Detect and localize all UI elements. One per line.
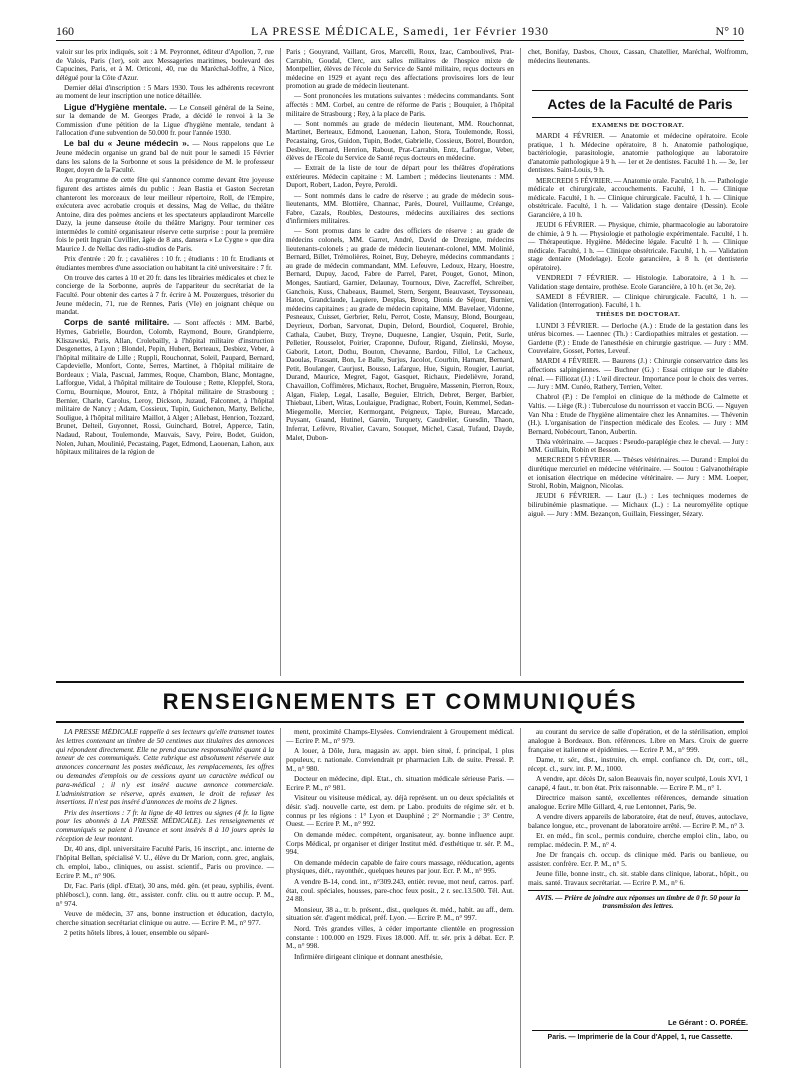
classified-ad: Et. en méd., fin scol., permis conduire, cherche emploi clin., labo, ou remplac. médecin. P. M., n° 4.: [528, 831, 748, 850]
ads-list: [528, 728, 748, 888]
exam-entry: SAMEDI 8 FÉVRIER. — Clinique chirurgicale. Faculté, 1 h. — Validation (Interrogation). Faculté, 1 h.: [528, 292, 748, 310]
exam-heading: EXAMENS DE DOCTORAT.: [591, 122, 685, 129]
paragraph-text: — Sont affectés : MM. Barbé, Hymes, Gabrielle, Bourdon, Colomb, Raymond, Boure, Grandpierre, Kliszawski, Paris, Allan, Crolebailly, à l'hôpital militaire d'instruction Desgenettes, à Lyon ; Blondel, Pepin, Hubert, Berteaux, Desbiez, Veber, à l'hôpital militaire de Lille ; Ruppli, Rouchonnat, Soleil, Paupard, Bernard, Capdevielle, Monfort, Conte, Serres, Martinet, à l'hôpital militaire de Bordeaux ; Viala, Pascual, Jammes, Roque, Chambon, Blanc, Montagne, Lafforgue, Vidal, à l'hôpital militaire de Toulouse ; Rette, Kleppfel, Stora, Cornu, Bournique, Mourot, Entz, à l'hôpital militaire de Strasbourg ; Bernier, Charle, Carolus, Leroy, Dickson, Juzaud, Falconnet, à l'hôpital militaire de Nancy ; Adam, Cossieux, Tupin, Guichenon, Marty, Beliche, Souligue, à l'hôpital militaire Maillot, à Alger ; Allebast, Henrion, Tozzard, Brunet, Delteil, Guyonnet, Rossi, Guinchard, Botrel, Apperce, Tatin, Nadaud, Rabout, Toulemonde, Mauvais, Savy, Peire, Bodet, Guidon, Nolen, Juhan, Moulinié, Pecastaing, Paget, Edmond, Laouenan, Lahon, aux hôpitaux militaires de la région de: [56, 319, 274, 457]
thesis-entry: MERCREDI 5 FÉVRIER. — Thèses vétérinaires. — Durand : Emploi du diurétique mercuriel en médecine vétérinaire. — Soutou : Galvanothérapie et ionisation électrique en médecine vétérinaire. — Jury : MM. Loeper, Strohl, Robin, Maignon, Nicolas.: [528, 456, 748, 491]
paragraph: Prix d'entrée : 20 fr. ; cavalières : 10 fr. ; étudiants : 10 fr. Etudiants et étudiantes membres d'une association ou habitant la cité universitaire : 7 fr.: [56, 255, 274, 272]
paragraph: On trouve des cartes à 10 et 20 fr. dans les librairies médicales et chez le concierge de la Sorbonne, auprès de l'appariteur du secrétariat de la Faculté. Pour obtenir des cartes à 7 fr. écrire à M. Pouzergues, trésorier du Jeune médecin, 71, rue de Rennes, Paris (VIe) en joignant chèque ou mandat.: [56, 273, 274, 317]
section-paragraph: [56, 103, 274, 138]
faculty-section-title-box: [532, 90, 748, 118]
exam-entry: MERCREDI 5 FÉVRIER. — Anatomie orale. Faculté, 1 h. — Pathologie médicale et chirurgicale, accouchements. Faculté, 1 h. — Clinique médicale. Faculté, 1 h. — Clinique chirurgicale. Faculté, 1 h. — Clinique obstétricale. Faculté, 1 h. — Validation stage dentaire (Dessin). Ecole Garancière, à 10 h.: [528, 176, 748, 219]
paragraph: — Extrait de la liste de tour de départ pour les théâtres d'opérations extérieures. Médecin capitaine : M. Lambert ; médecins lieutenants : MM. Duport, Robert, Ladon, Peyre, Peroldi.: [286, 164, 514, 190]
paragraph: chet, Bonifay, Dasbos, Choux, Cassan, Chatellier, Maréchal, Wolfromm, médecins lieutenants.: [528, 48, 748, 65]
section-paragraph: [56, 139, 274, 174]
paragraph: — Sont prononcées les mutations suivantes : médecins commandants. Sont affectés : MM. Corbel, au centre de réforme de Paris ; Bouquier, à l'hôpital militaire de Strasbourg ; Rey, à la place de Paris.: [286, 92, 514, 118]
classified-ad: A vendre divers appareils de laboratoire, état de neuf, étuves, autoclave, balance longue, etc., provenant de laboratoire arrêté. — Ecrire P. M., n° 3.: [528, 812, 748, 830]
classified-ad: A vendre B-14, cond. int., n°309.243, entièr. revue, mot neuf, carros. parf. état, coul. spéciales, housses, pare-choc feux posit., 2 r. sec.13.500. Tél. Aut. 24 88.: [286, 876, 514, 904]
paragraph: — Sont promus dans le cadre des officiers de réserve : au grade de médecins colonels, MM. Garret, André, David de Drezigne, médecins lieutenants-colonels ; au grade de médecin lieutenant-colonel, MM. Molinié, Bernard, Billet, Trémolières, Roinet, Buy, Deheyre, médecins commandants ; au grade de médecin commandant, MM. Lefeuvre, Ledoux, Hzary, Hoestre, Bernard, Dupuy, Jacod, Fabre de Parrel, Paret, Pouget, Gonot, Minon, Monges, Sautiard, Garnier, Delaunay, Tournoux, Dive, Zacreffel, Schreiber, Ganchois, Kuss, Chabeaux, Baumel, Stern, Sergent, Beauvaset, Teyssoneau, Haton, Grandclaude, Laquiere, Desplas, Brocq, Dionis de Séjour, Burnier, médecins capitaines ; au grade de médecin capitaine, MM. Bavelaer, Vidonne, Pesneaux, Cuisset, Gerbrier, Relu, Perrot, Coste, Mansuy, Blond, Bourgeau, Deyrieux, Dorban, Sarvonat, Dupin, Delord, Bourdiol, Coquerel, Brohie, Cathala, Caubet, Buzy, Treyne, Duquesne, Langier, Usquin, Petit, Surle, Pelletier, Rousselot, Poirier, Craponne, Dufour, Rigand, Zielinski, Moyse, Gaborit, Letort, Dothu, Bouton, Chevanne, Bardou, Fillol, Le Cacheux, Daoulas, Frassant, Bon, Le Balle, Surjus, Jacolot, Courbin, Hamant, Bernard, Petit, Boulanger, Caurjust, Bousso, Lafargue, Hue, Siguin, Rougier, Lauriat, Durand, Maurice, Megret, Fagot, Gasquet, Richaux, Piedelièvre, Jorand, Chavaillon, Coffimères, Michaux, Rochet, Bruguère, Massenin, Pierron, Roux, Algan, Fialep, Legal, Lasalle, Beguier, Eltrich, Debret, Berger, Barbier, Thiebaut, Libert, Witas, Loulaigue, Pradignac, Robert, Fouin, Kemmel, Sedan-Miegemolle, Mercier, Kermorgant, Peigneux, Tapie, Bureau, Marcade, Puysant, Guand, Hutinel, Garein, Turquety, Caudrelier, Guesdin, Thaon, Inferrat, Lefèvre, Rivalier, Cavaro, Souquet, Michel, Casal, Tufaud, Dayde, Malet, Dubon-: [286, 227, 514, 442]
classified-ad: Dr, 40 ans, dipl. universitaire Faculté Paris, 16 inscript., anc. interne de l'hôpital Bellan, spécialisé V. U., élève du Dr Marion, conn. grec, anglais, ch. emploi, labo., cliniques, ou assist. scientif., Paris ou province. — Ecrire P. M., n° 906.: [56, 844, 274, 880]
classified-ad: Nord. Très grandes villes, à céder importante clientèle en progression constante : 100.000 en 1929. Fixes 18.000. Aff. tr. sér. prix à débat. Ecr. P. M., n° 998.: [286, 923, 514, 951]
gerant-signature: Le Gérant : O. PORÉE.: [667, 1018, 748, 1027]
paragraph-text: — Nous rappelons que Le Jeune médecin organise un grand bal de nuit pour le samedi 15 Février dans les salons de la Sorbonne et sous la présidence de M. le professeur Roger, doyen de la Faculté.: [56, 140, 274, 175]
section-heading: Le bal du « Jeune médecin ».: [64, 138, 190, 149]
column-divider: [280, 48, 281, 676]
classified-ad: Directrice maison santé, excellentes références, demande situation analogue. Ecrire Mlle Gillard, 4, rue Lentonnet, Paris, 9e.: [528, 793, 748, 811]
thesis-entry: LUNDI 3 FÉVRIER. — Derloche (A.) : Etude de la gestation dans les utérus bicornes. — Laennec (Th.) : Cardiopathies mitrales et gestation. — Gardette (P.) : Etude de l'anesthésie en chirurgie gastrique. — Jury : MM. Couvelaire, Gosset, Portes, Leveuf.: [528, 321, 748, 356]
printer-line: Paris. — Imprimerie de la Cour d'Appel, 1, rue Cassette.: [532, 1030, 748, 1041]
classified-ad: On demande médec. compétent, organisateur, ay. bonne influence aupr. Corps Médical, pr organiser et diriger Institut méd. d'esthétique tr. sér. P. M., 994.: [286, 829, 514, 857]
thesis-entry: JEUDI 6 FÉVRIER. — Laur (L.) : Les techniques modernes de bilirubinémie plasmatique. — Michaux (L.) : La neuromyélite optique aiguë. — Jury : MM. Bezançon, Guillain, Fiessinger, Sézary.: [528, 492, 748, 518]
issue-number: N° 10: [715, 24, 744, 38]
classifieds-col-1: [56, 728, 274, 1068]
classified-ad: ment, proximité Champs-Elysées. Conviendraient à Groupement médical. — Ecrire P. M., n° 979.: [286, 728, 514, 745]
thesis-entry: MARDI 4 FÉVRIER. — Baurens (J.) : Chirurgie conservatrice dans les affections salpingiennes. — Buchner (G.) : Essai critique sur le diabète rénal. — Filliozat (J.) : L'œil directeur. Importance pour le choix des verres. — Jury : MM. Cunéo, Rathery, Terrien, Velter.: [528, 357, 748, 392]
exam-entry: JEUDI 6 FÉVRIER. — Physique, chimie, pharmacologie au laboratoire de chimie, à 9 h. — Physiologie et pathologie expérimentale. Faculté, 1 h. — Thérapeutique. Hygiène. Médecine légale. Faculté 1 h. — Clinique médicale. Faculté, 1 h. — Clinique obstétricale. Faculté, 1 h. — Validation stage dentaire (Modelage). Ecole garancière, à 8 h. (et dentisterie opératoire).: [528, 221, 748, 272]
page-header: [56, 22, 744, 41]
classifieds-col-3: [528, 728, 748, 1010]
classified-ad: Dr, Fac. Paris (dipl. d'Etat), 30 ans, méd. gén. (et peau, syphilis, évent. phléboscl.), conn. lang. étr., assister. confr. cliu. ou tt autre occup. P. M., n° 974.: [56, 881, 274, 908]
exam-entry: MARDI 4 FÉVRIER. — Anatomie et médecine opératoire. Ecole pratique, 1 h. Médecine opératoire, 8 h. Anatomie pathologique, bactériologie, parasitologie, anatomie pathologique au laboratoire d'anatomie pathologique à 9 h. — 1er et 2e dentistes. Faculté 1 h. — 3e, 1er dentistes. Saint-Louis, 9 h.: [528, 132, 748, 175]
paragraph: Paris ; Gouyrand, Vaillant, Gros, Marcelli, Roux, Izac, Cambouliveš, Prat-Carrabin, Goudal, Clerc, aux salles militaires de l'hospice mixte de Montpellier, élèves de l'école du Service de Santé militaire, reçus docteurs en médecine en 1929 et ayant reçu des affectations provisoires lors de leur promotion au grade de médecin lieutenant.: [286, 48, 514, 91]
classified-ad: On demande médecin capable de faire cours massage, rééducation, agents physiques, diét., rayonthér., quelques heures par jour. Ecr. P. M., n° 995.: [286, 857, 514, 876]
section-paragraph: [56, 318, 274, 457]
classified-ad: Prix des insertions : 7 fr. la ligne de 40 lettres ou signes (4 fr. la ligne pour les abonnés à LA PRESSE MÉDICALE). Les renseignements et communiqués se paient à l'avance et sont insérés 8 à 10 jours après la réception de leur montant.: [56, 807, 274, 844]
classifieds-col-2: [286, 728, 514, 1068]
ads-list: [286, 728, 514, 961]
exam-entry: VENDREDI 7 FÉVRIER. — Histologie. Laboratoire, à 1 h. — Validation stage dentaire, prothèse. Ecole Garancière, à 10 h. (et 3e, 2e).: [528, 274, 748, 291]
paragraph: valoir sur les prix indiqués, soit : à M. Peyronnet, éditeur d'Apollon, 7, rue de Valois, Paris (1er), soit aux Messageries maritimes, boulevard des Capucines, Paris, et à M. Orticoni, 40, rue du Maréchal-Joffre, à Nice, délégué pour la Côte d'Azur.: [56, 48, 274, 82]
thesis-entry: Théa vétérinaire. — Jacques : Pseudo-paraplégie chez le cheval. — Jury : MM. Guillain, Robin et Besson.: [528, 437, 748, 455]
column-divider: [280, 728, 281, 1068]
thesis-entry: Chabrol (P.) : De l'emploi en clinique de la méthode de Calmette et Valtis. — Liège (R.) : Tuberculose du nourrisson et vaccin BCG. — Nguyen Van Nha : Etude de l'hygiène alimentaire chez les Annamites. — Thévenin (H.). L'organisation de l'inspection médicale des Ecoles. — Jury : MM Bernard, Nobécourt, Tanon, Aubertin.: [528, 393, 748, 436]
classified-ad: Monsieur, 38 a., tr. b. présent., dist., quelques ét. méd., habit. au aff., dem. situation sér. d'agent médical, préf. Lyon. — Ecrire P. M., n° 997.: [286, 904, 514, 923]
column-middle: [286, 48, 514, 676]
classified-ad: Docteur en médecine, dipl. Etat., ch. situation médicale sérieuse Paris. — Ecrire P. M., n° 981.: [286, 773, 514, 792]
classified-ad: 2 petits hôtels libres, à louer, ensemble ou séparé-: [64, 928, 210, 938]
paragraph-text: — Le Conseil général de la Seine, sur la demande de M. Georges Prade, a décidé le renvoi à la 3e Commission d'une pétition de la Ligue d'hygiène mentale, tendant à l'allocation d'une subvention de 50.000 fr. pour l'année 1930.: [56, 103, 274, 138]
column-divider: [520, 728, 521, 1068]
page-number: 160: [56, 24, 74, 38]
column-divider: [520, 48, 521, 676]
column-right-top: [528, 48, 748, 88]
classified-ad: au courant du service de salle d'opération, et de la stérilisation, emploi analogue à Bordeaux. Bon. références. Libre en Mars. Croix de guerre française et italienne et épidémies. — Ecrire P. M., n° 999.: [528, 728, 748, 754]
classified-ad: Infirmière dirigeant clinique et donnant anesthésie,: [294, 951, 443, 961]
classified-ad: LA PRESSE MÉDICALE rappelle à ses lecteurs qu'elle transmet toutes les lettres contenant un timbre de 50 centimes aux titulaires des annonces qui répondent directement. Elle ne prend aucune responsabilité quant à la teneur de ces communiqués. Cette rubrique est absolument réservée aux annonces concernant les postes médicaux, les remplacements, les offres ou demandes d'emplois ou de cessions ayant un caractère médical ou para-médical ; il n'y est inséré aucune annonce commerciale. L'administration se réserve, après examen, le droit de refuser les insertions. Il n'est pas inséré d'annonces de moins de 2 lignes.: [56, 728, 274, 807]
paragraph: Au programme de cette fête qui s'annonce comme devant être joyeuse figurent des artistes aimés du public : Jean Bastia et Gaston Secretan chanteront les morceaux de leur meilleur répertoire, Roll, de l'Empire, exécutera avec acrobatie croquis et dessins, Mag de Vellac, du théâtre Antoine, dira des poèmes anciens et les spectateurs applaudiront Marcelle Dazy, la jeune danseuse étoile du théâtre Marigny. Pour terminer ces intermèdes le comité organisateur réserve cette surprise : pour la première fois le petit Ingrain Cuvillier, âgée de 8 ans, dansera « Le Cygne » que dira Maurice J. de Nellac des radio-studios de Paris.: [56, 176, 274, 254]
section-heading: Corps de santé militaire.: [64, 317, 170, 328]
renseignements-title: RENSEIGNEMENTS ET COMMUNIQUÉS: [162, 689, 638, 714]
paragraph: Dernier délai d'inscription : 5 Mars 1930. Tous les adhérents recevront au moment de leur inscription une notice détaillée.: [56, 83, 274, 101]
section-heading: Ligue d'Hygiène mentale.: [64, 101, 167, 112]
classified-ad: Jne Dr français ch. occup. ds clinique méd. Paris ou banlieue, ou assister. confrère. Ecr. P. M., n° 5.: [528, 850, 748, 869]
running-title: LA PRESSE MÉDICALE, Samedi, 1er Février 1930: [251, 24, 549, 38]
thesis-heading: THÈSES DE DOCTORAT.: [595, 311, 681, 319]
avis-notice: AVIS. — Prière de joindre aux réponses un timbre de 0 fr. 50 pour la transmission des lettres.: [528, 890, 748, 911]
paragraph: — Sont nommés au grade de médecin lieutenant, MM. Rouchonnat, Martinet, Berteaux, Edmond, Laouenan, Lahon, Stora, Toulemonde, Rossi, Pecastaing, Gros, Guidon, Tupin, Bodet, Gabrielle, Cossieux, Botrel, Bourdon, Desbiez, Bernard, Henrion, Rabout, Prat-Carrabin, Entz, Lafforgue, Veber, élèves de l'Ecole du Service de Santé reçus docteurs en médecine.: [286, 119, 514, 163]
renseignements-title-box: [56, 681, 744, 723]
ads-list: [56, 728, 274, 938]
classified-ad: A vendre, apr. décès Dr, salon Beauvais fin, noyer sculpté, Louis XVI, 1 canapé, 4 faut., tr. bon état. Prix raisonnable. — Ecrire P. M., n° 1.: [528, 773, 748, 792]
classified-ad: Veuve de médecin, 37 ans, bonne instruction et éducation, dactylo, cherche situation secrétariat clinique ou autre. — Ecrire P. M., n° 977.: [56, 908, 274, 927]
classified-ad: A louer, à Dôle, Jura, magasin av. appt. bien situé, f. principal, 1 plus populeux, r. nationale. Conviendrait pr pharmacien Lib. de suite. Pressé. P. M., n° 980.: [286, 746, 514, 773]
classified-ad: Dame, tr. sér., dist., instruite, ch. empl. confiance ch. Dr, corr., tél., récept. cl., surv. int. P. M., 1000.: [528, 754, 748, 773]
paragraph: — Sont nommés dans le cadre de réserve ; au grade de médecin sous-lieutenants, MM. Blottière, Channac, Parès, Dourel, Vuillaume, Créange, Fabre, Cazals, Roubles, Destoures, médecins auxiliaires des sections d'infirmiers militaires.: [286, 191, 514, 226]
classified-ad: Visiteur ou visiteuse médical, ay. déjà représent. un ou deux spécialités et désir. s'adj. nouvelle carte, est dem. pr Labo. produits de régime sér. et b. connus pr les régions : 1° Lyon et Dauphiné ; 2° Normandie ; 3° Centre, Ouest. — Ecrire P. M., n° 992.: [286, 793, 514, 829]
classified-ad: Jeune fille, bonne instr., ch. sit. stable dans clinique, laborat., hôpit., ou mais. santé. Travaux secrétariat. — Ecrire P. M., n° 6.: [528, 869, 748, 888]
faculty-section-title: Actes de la Faculté de Paris: [547, 96, 733, 112]
column-right: [528, 122, 748, 676]
column-left: [56, 48, 274, 676]
